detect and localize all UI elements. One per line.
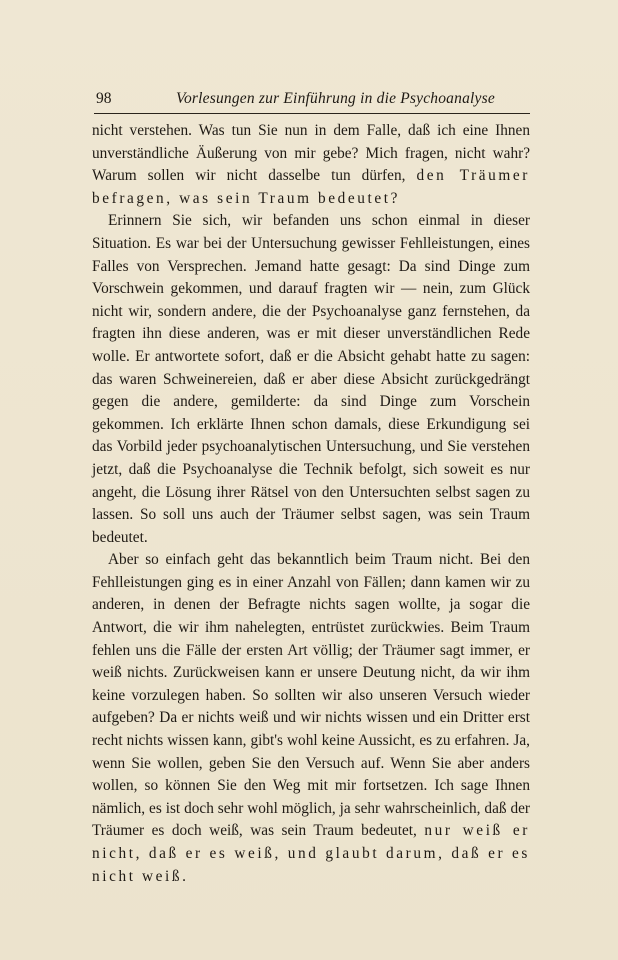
paragraph-1 [92, 120, 530, 210]
paragraph-3-text: Aber so einfach geht das bekanntlich beim Traum nicht. Bei den Fehlleistungen ging es in einer Anzahl von Fällen; dann kamen wir zu anderen, in denen der Befragte nichts sagen wollte, ja sogar die Antwort, die wir ihm nahelegten, entrüstet zurückwies. Beim Traum fehlen uns die Fälle der ersten Art völlig; der Träumer sagt immer, er weiß nichts. Zurückweisen kann er unsere Deutung nicht, da wir ihm keine vorzulegen haben. So sollten wir also unseren Versuch wieder aufgeben? Da er nichts weiß und wir nichts wissen und ein Dritter erst recht nichts wissen kann, gibt's wohl keine Aussicht, es zu erfahren. Ja, wenn Sie wollen, geben Sie den Versuch auf. Wenn Sie aber anders wollen, so können Sie den Weg mit mir fortsetzen. Ich sage Ihnen nämlich, es ist doch sehr wohl möglich, ja sehr wahrscheinlich, daß der Träumer es doch weiß, was sein Traum bedeutet, [92, 551, 530, 840]
paragraph-3-spaced-text: nur weiß er nicht, daß er es weiß, und glaubt darum, daß er es nicht weiß. [92, 822, 530, 885]
paragraph-2-text: Erinnern Sie sich, wir befanden uns schon einmal in dieser Situation. Es war bei der Untersuchung gewisser Fehlleistungen, eines Falles von Versprechen. Jemand hatte gesagt: Da sind Dinge zum Vorschwein gekommen, und darauf fragten wir — nein, zum Glück nicht wir, sondern andere, die der Psychoanalyse ganz fernstehen, da fragten ihn diese anderen, was er mit dieser unverständlichen Rede wolle. Er antwortete sofort, daß er die Absicht gehabt hatte zu sagen: das waren Schweinereien, daß er aber diese Absicht zurückgedrängt gegen die andere, gemilderte: da sind Dinge zum Vorschein gekommen. Ich erklärte Ihnen schon damals, diese Erkundigung sei das Vorbild jeder psychoanalytischen Untersuchung, und Sie verstehen jetzt, daß die Psychoanalyse die Technik befolgt, sich soweit es nur angeht, die Lösung ihrer Rätsel von den Untersuchten selbst sagen zu lassen. So soll uns auch der Träumer selbst sagen, was sein Traum bedeutet. [92, 212, 530, 546]
body-text [92, 120, 530, 888]
paragraph-3 [92, 549, 530, 888]
header-rule [94, 113, 530, 114]
paragraph-1-text: nicht verstehen. Was tun Sie nun in dem Falle, daß ich eine Ihnen unverständliche Äußerung von mir gebe? Mich fragen, nicht wahr? Warum sollen wir nicht dasselbe tun dürfen, [92, 122, 530, 185]
page-header [96, 87, 526, 111]
running-head: Vorlesungen zur Einführung in die Psychoanalyse [176, 90, 495, 107]
paragraph-1-spaced-text: den Träumer befragen, was sein Traum bedeutet? [92, 167, 531, 207]
paragraph-2 [92, 210, 530, 549]
page-number: 98 [96, 90, 112, 107]
